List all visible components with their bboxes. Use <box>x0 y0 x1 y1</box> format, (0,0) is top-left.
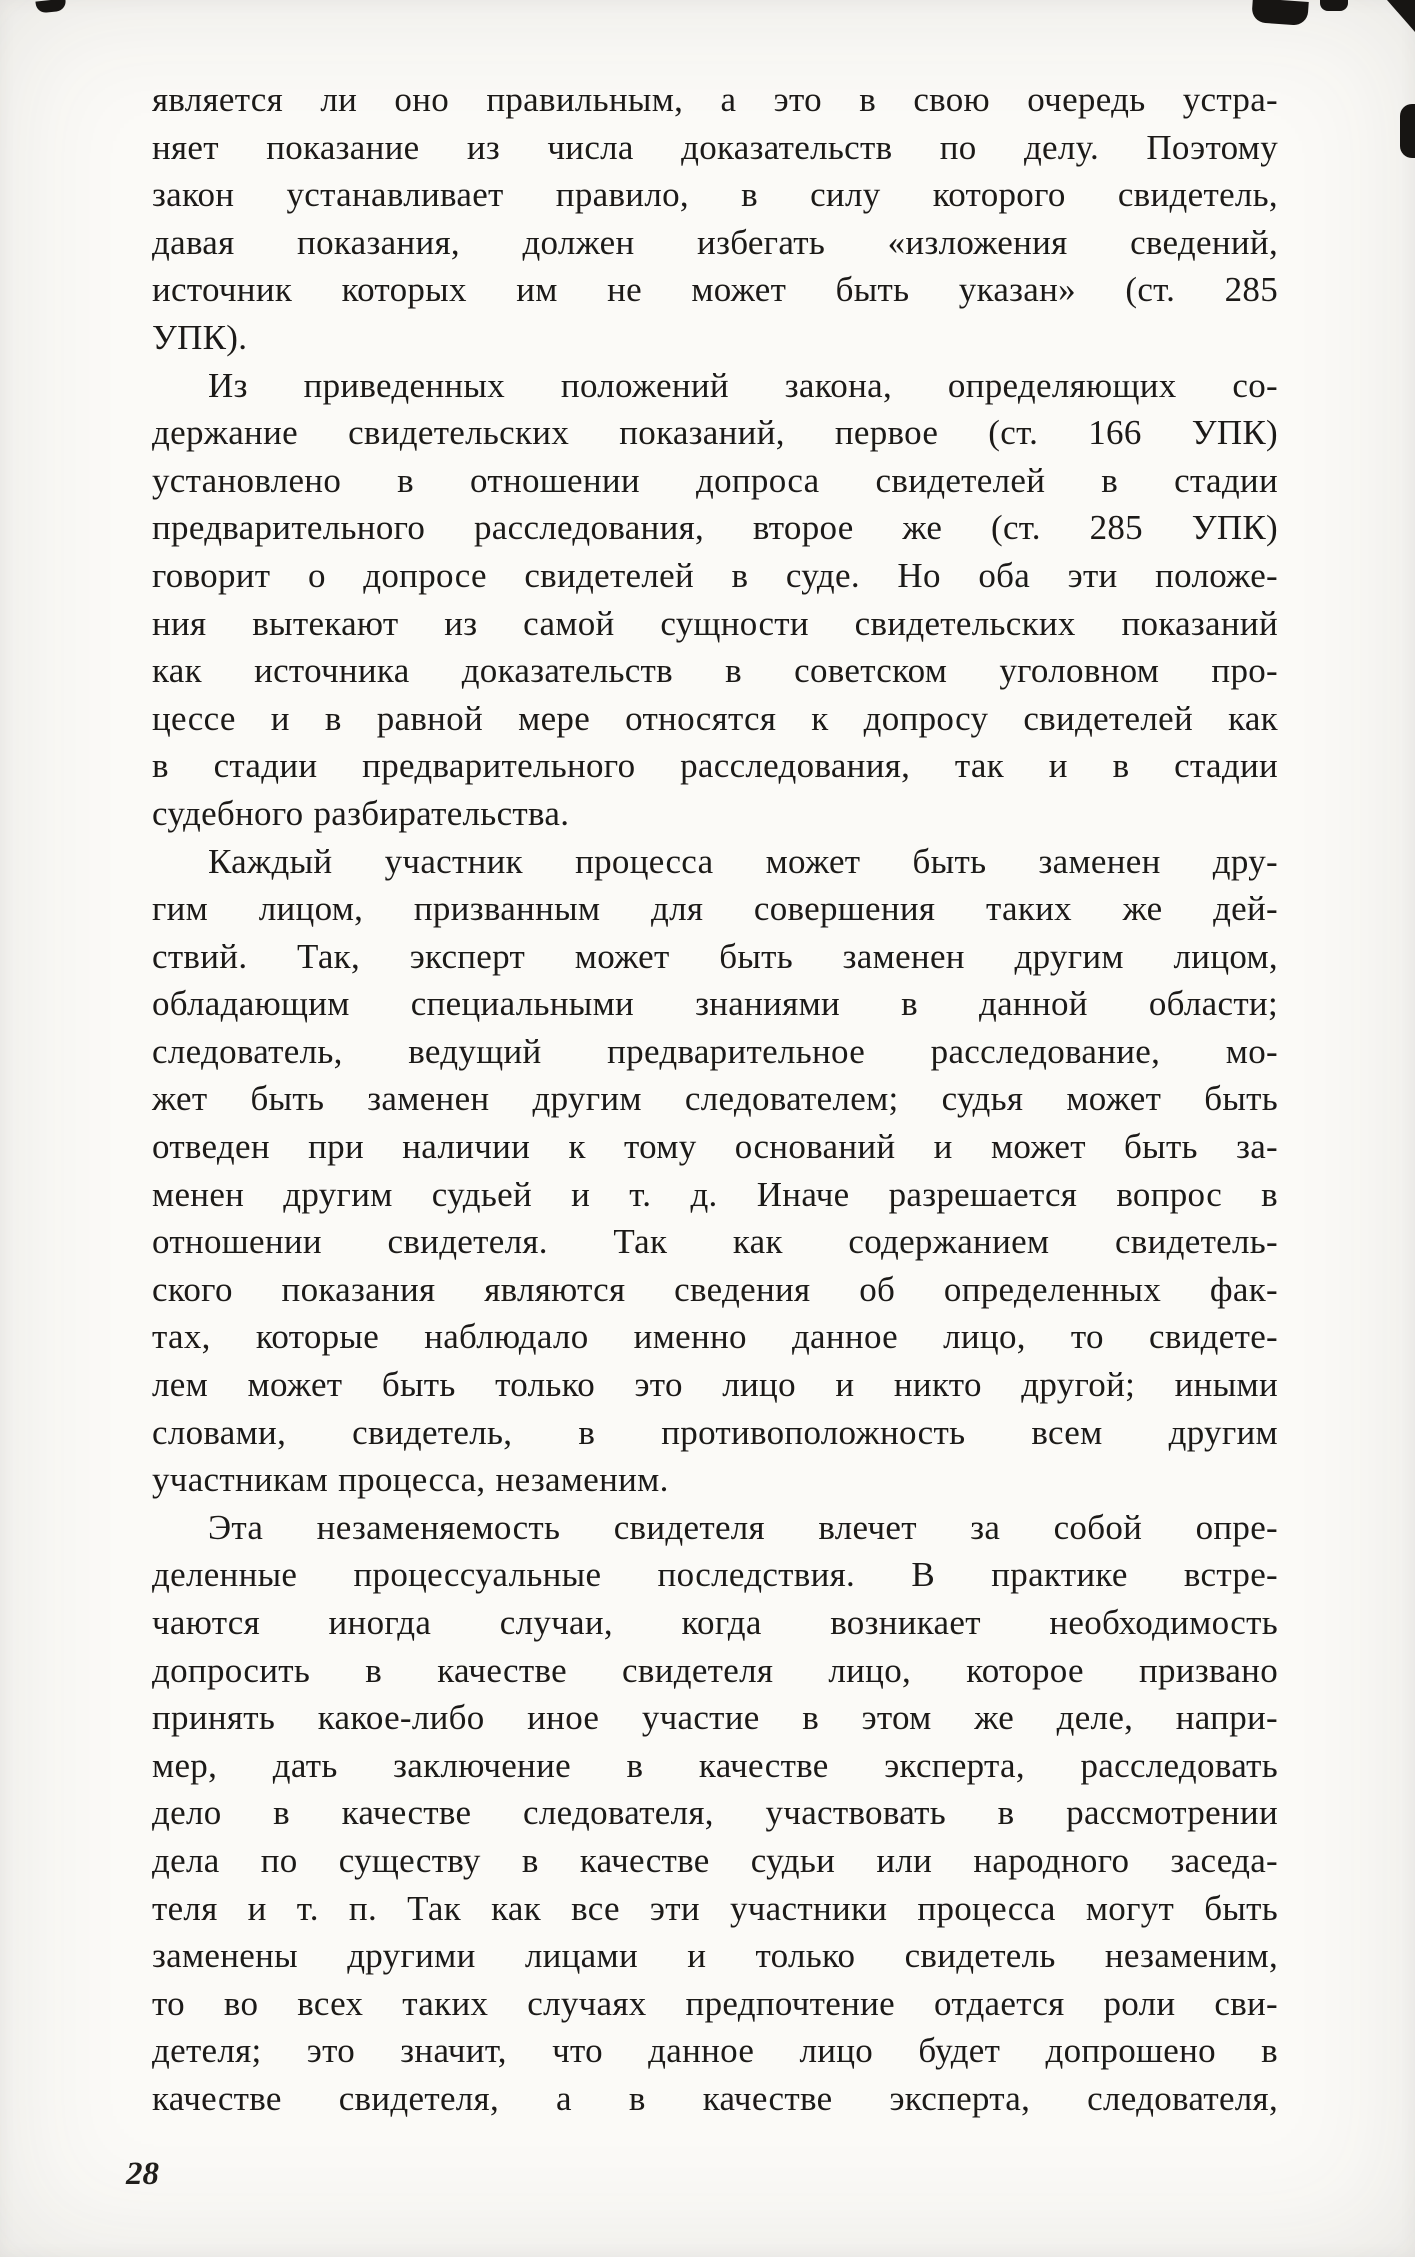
text-line: УПК). <box>152 317 248 357</box>
text-line: менен другим судьей и т. д. Иначе разрешается вопрос в <box>152 1174 1278 1214</box>
text-line: то во всех таких случаях предпочтение отдается роли сви- <box>152 1983 1278 2023</box>
text-line: качестве свидетеля, а в качестве эксперта, следователя, <box>152 2078 1278 2118</box>
text-line: участникам процесса, незаменим. <box>152 1460 669 1500</box>
text-line: следователь, ведущий предварительное расследование, мо- <box>152 1031 1278 1071</box>
scan-artifact <box>35 0 66 14</box>
text-line: заменены другими лицами и только свидетель незаменим, <box>152 1936 1278 1976</box>
text-line: ния вытекают из самой сущности свидетельских показаний <box>152 603 1278 643</box>
text-line: мер, дать заключение в качестве эксперта, расследовать <box>152 1745 1278 1785</box>
scan-artifact <box>1251 0 1309 26</box>
text-line: теля и т. п. Так как все эти участники процесса могут быть <box>152 1888 1278 1928</box>
text-line: источник которых им не может быть указан» (ст. 285 <box>152 270 1278 310</box>
scan-artifact <box>1387 0 1415 32</box>
text-line: жет быть заменен другим следователем; судья может быть <box>152 1079 1278 1119</box>
text-line: является ли оно правильным, а это в свою очередь устра- <box>152 80 1278 119</box>
text-line: закон устанавливает правило, в силу которого свидетель, <box>152 175 1278 215</box>
text-line: няет показание из числа доказательств по делу. Поэтому <box>152 127 1278 167</box>
text-line: держание свидетельских показаний, первое (ст. 166 УПК) <box>152 413 1278 453</box>
text-line: гим лицом, призванным для совершения таких же дей- <box>152 889 1278 929</box>
text-line: давая показания, должен избегать «изложения сведений, <box>152 222 1278 262</box>
text-line: отношении свидетеля. Так как содержанием свидетель- <box>152 1222 1278 1262</box>
text-line: словами, свидетель, в противоположность всем другим <box>152 1412 1278 1452</box>
text-line: цессе и в равной мере относятся к допросу свидетелей как <box>152 698 1278 738</box>
text-line: дело в качестве следователя, участвовать в рассмотрении <box>152 1793 1278 1833</box>
text-line: допросить в качестве свидетеля лицо, которое призвано <box>152 1650 1278 1690</box>
text-line: как источника доказательств в советском уголовном про- <box>152 651 1278 691</box>
text-line: отведен при наличии к тому оснований и может быть за- <box>152 1127 1278 1167</box>
text-line: Каждый участник процесса может быть заменен дру- <box>208 841 1278 881</box>
text-line: предварительного расследования, второе же (ст. 285 УПК) <box>152 508 1278 548</box>
text-line: обладающим специальными знаниями в данной области; <box>152 984 1278 1024</box>
text-line: чаются иногда случаи, когда возникает необходимость <box>152 1603 1278 1642</box>
text-line: тах, которые наблюдало именно данное лицо, то свидете- <box>152 1317 1278 1357</box>
text-line: установлено в отношении допроса свидетелей в стадии <box>152 460 1278 500</box>
text-line: деленные процессуальные последствия. В практике встре- <box>152 1555 1278 1595</box>
text-block <box>152 76 1278 2123</box>
text-line: дела по существу в качестве судьи или народного заседа- <box>152 1840 1278 1880</box>
text-line: лем может быть только это лицо и никто другой; иными <box>152 1365 1278 1405</box>
text-line: Из приведенных положений закона, определяющих со- <box>208 365 1278 405</box>
text-line: в стадии предварительного расследования, так и в стадии <box>152 746 1278 786</box>
text-line: говорит о допросе свидетелей в суде. Но оба эти положе- <box>152 555 1278 595</box>
scan-artifact <box>1400 104 1415 158</box>
text-line: принять какое-либо иное участие в этом же деле, напри- <box>152 1698 1278 1738</box>
text-line: ствий. Так, эксперт может быть заменен другим лицом, <box>152 936 1278 976</box>
page-number: 28 <box>126 2156 159 2192</box>
text-line: детеля; это значит, что данное лицо будет допрошено в <box>152 2031 1278 2071</box>
text-line: Эта незаменяемость свидетеля влечет за собой опре- <box>208 1507 1278 1547</box>
scan-artifact <box>1320 0 1348 11</box>
text-line: ского показания являются сведения об определенных фак- <box>152 1269 1278 1309</box>
text-line: судебного разбирательства. <box>152 793 570 833</box>
